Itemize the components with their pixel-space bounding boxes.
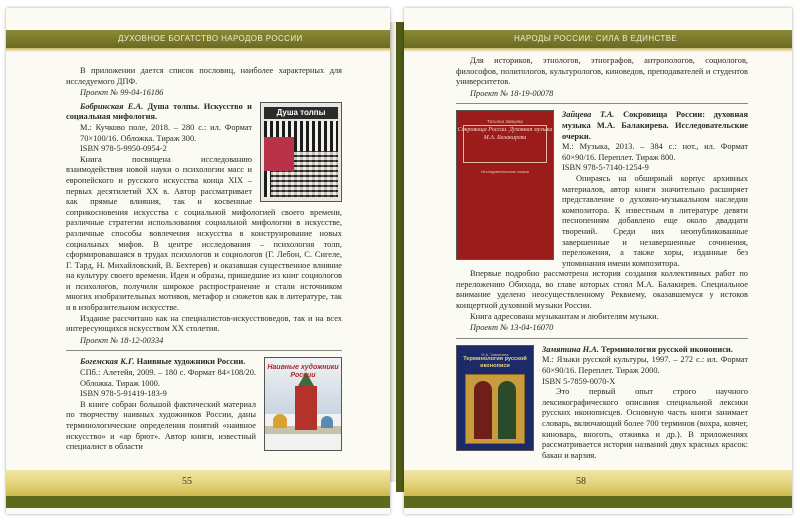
cover-author: Татьяна Зайцева <box>487 119 523 125</box>
cover-subtitle: Исследовательские очерки <box>481 170 529 175</box>
book-author: Замятина Н.А. <box>542 344 599 354</box>
book-cover-dusha-tolpy <box>260 102 342 202</box>
book-description: Книга адресована музыкантам и любителям музыки. <box>470 311 659 321</box>
book-meta: М.: Языки русской культуры, 1997. – 272 с.: ил. Формат 60×90/16. Переплет. Тираж 2000. <box>542 355 748 376</box>
page-number: 55 <box>182 476 192 487</box>
book-meta: М.: Кучково поле, 2018. – 280 с.: ил. Формат 70×100/16. Обложка. Тираж 300. <box>80 122 252 143</box>
book-meta: СПб.: Алетейя, 2009. – 180 с. Формат 84×108/20. Обложка. Тираж 1000. <box>80 368 256 388</box>
cover-title: Душа толпы <box>276 107 326 117</box>
project-number: Проект № 18-12-00334 <box>80 335 164 345</box>
cover-title: Сокровища России. Духовная музыка М.А. Балакирева <box>457 127 553 141</box>
book-isbn: ISBN 5-7859-0070-X <box>542 376 616 386</box>
book-meta: М.: Музыка, 2013. – 384 с.: нот., ил. Формат 60×90/16. Переплет. Тираж 800. <box>562 142 748 162</box>
book-description: Книга посвящена исследованию взаимодействия новой науки о психологии масс и европейского и русского искусства конца XIX – первых десятилетий XX в. Автор рассматривает как прямые влияния, так и косвенные соприкосновения искусства с социальной мифологией своего времени, различные стратегии использования социальной мифологии в искусстве, различные способы вовлечения искусства в конструирование новых социальных мифов. В центре исследования – психология толп, сформировавшаяся в трудах психологов и социологов (Г. Лебон, С. Сигеле, Г. Тард, Н. Михайловский, В. Бехтерев) и оказавшая существенное влияние на культуру своего времени. Идеи и образы, пришедшие из книг социологов и психологов, получили широкое распространение и стали источником многих изобразительных мотивов, метафор и сюжетов как в литературе, так и в изобразительном искусстве. <box>66 154 342 313</box>
book-isbn: ISBN 978-5-91419-183-9 <box>80 389 167 399</box>
book-author: Богемская К.Г. <box>80 357 135 367</box>
book-description: Издание рассчитано как на специалистов-искусствоведов, так и на всех интересующихся искусством XX столетия. <box>66 313 342 334</box>
project-number: Проект № 99-04-16186 <box>80 88 164 98</box>
entry-separator <box>456 338 748 339</box>
cover-title: Терминология русской иконописи <box>463 355 527 369</box>
book-author: Зайцева Т.А. <box>562 110 615 120</box>
entry-separator <box>456 103 748 104</box>
intro-text: Для историков, этнологов, этнографов, антропологов, социологов, философов, политологов, культурологов, киноведов, преподавателей и студентов университетов. <box>456 56 748 87</box>
book-isbn: ISBN 978-5-7140-1254-9 <box>562 163 649 173</box>
footer-stripe <box>6 496 390 508</box>
book-description: Это первый опыт строго научного лексикографического описания специальной лексики русских иконописцев. Основную часть книги занимает словарь, включающий более 700 терминов (вохра, ковчег, киноварь, вноготь, отживка и др.). В приложениях рассматривается история названий двух красных красок: бакан и варзия. <box>542 387 748 460</box>
left-running-header: ДУХОВНОЕ БОГАТСТВО НАРОДОВ РОССИИ <box>6 30 390 48</box>
intro-text: В приложении дается список пословиц, наиболее характерных для исследуемого ДПФ. <box>66 66 342 86</box>
cover-title: Наивные художники России <box>267 364 339 380</box>
right-running-header: НАРОДЫ РОССИИ: СИЛА В ЕДИНСТВЕ <box>404 30 792 48</box>
book-description: Впервые подробно рассмотрена история создания коллективных работ по переложению Обихода, во главе которых стоял М.А. Балакирев. Специальное внимание уделено неосуществленному Реквиему, оказавшемуся у истоков концертной духовной музыки России. <box>456 269 748 311</box>
entry-separator <box>66 350 342 351</box>
book-title-text: Терминология русской иконописи. <box>601 344 733 354</box>
book-description: В книге собран большой фактический материал по творчеству наивных художников России, даны терминологические определения понятий «наивное искусство» и «ар брют». Автор книги, известный специалист в области <box>66 399 256 452</box>
left-page-content <box>66 66 342 455</box>
header-divider <box>404 48 792 52</box>
footer-stripe <box>404 496 792 508</box>
icon-painting-image <box>465 374 525 444</box>
book-author: Бобринская Е.А. <box>80 101 144 111</box>
project-number: Проект № 13-04-16070 <box>470 323 554 333</box>
right-footer <box>404 470 792 496</box>
page-number: 58 <box>576 476 586 487</box>
book-isbn: ISBN 978-5-9950-0954-2 <box>80 144 167 154</box>
project-number: Проект № 18-19-00078 <box>470 88 554 98</box>
left-footer <box>6 470 390 496</box>
right-page-content <box>456 56 748 461</box>
book-description: Опираясь на обширный корпус архивных материалов, автор книги значительно расширяет представление о духовно-музыкальном наследии композитора. К известным в литературе девяти песнопениям добавлено еще около двадцати творений. Среди них неопубликованные завершенные и незавершенные сочинения, переложения, а также хоры, изданные без упоминания имени композитора. <box>562 173 748 268</box>
left-page <box>6 8 390 514</box>
book-title-text: Сокровища России: духовная музыка М.А. Балакирева. Исследовательские очерки. <box>562 110 749 141</box>
right-page <box>404 8 792 514</box>
book-cover-naivnye-hudozhniki <box>264 357 342 451</box>
cover-author: Н.А. Замятина <box>481 351 509 357</box>
book-title-text: Наивные художники России. <box>136 357 246 367</box>
book-cover-sokrovishcha-rossii <box>456 110 554 260</box>
book-cover-terminologiya-ikonopisi <box>456 345 534 451</box>
book-title-text: Душа толпы. Искусство и социальная мифология. <box>66 101 253 122</box>
header-divider <box>6 48 390 52</box>
